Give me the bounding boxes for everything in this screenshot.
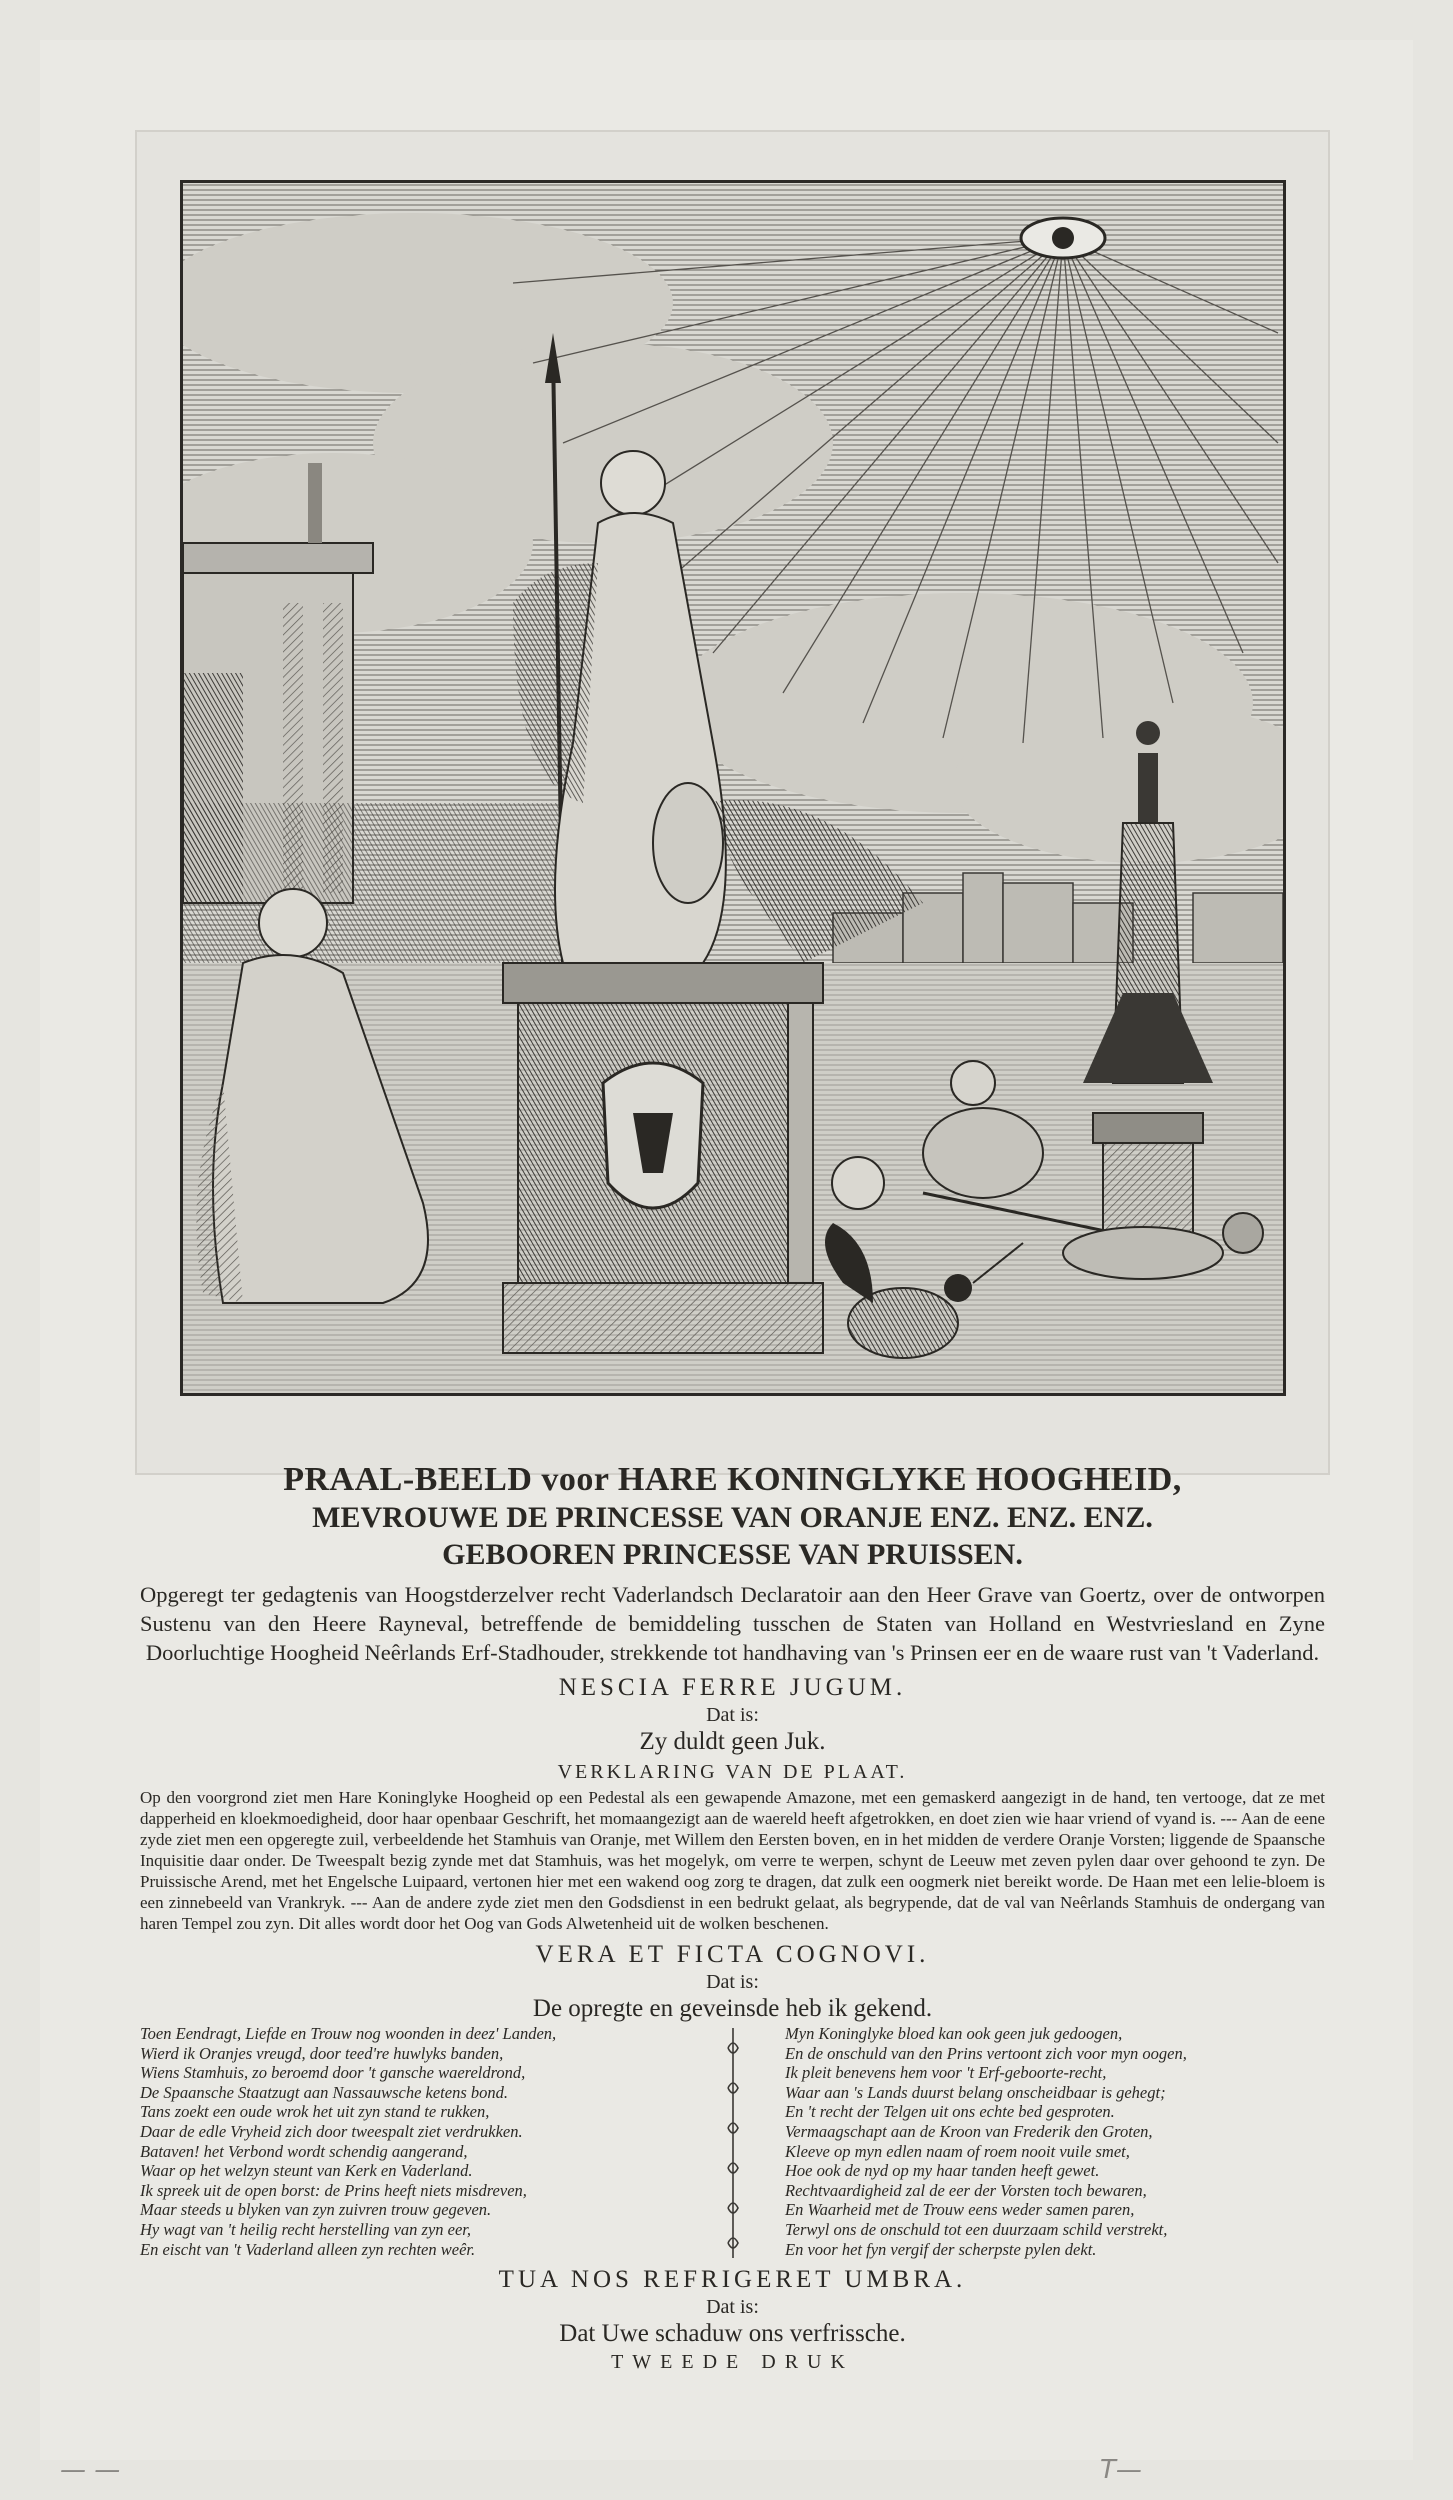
poem-line: En eischt van 't Vaderland alleen zyn rechten weêr. xyxy=(140,2239,476,2259)
explanation-heading: VERKLARING VAN DE PLAAT. xyxy=(557,1761,908,1783)
poem-line: En 't recht der Telgen uit ons echte bed gesproten. xyxy=(785,2102,1115,2122)
poem-line: En de onschuld van den Prins vertoont zich voor myn oogen, xyxy=(785,2043,1187,2063)
poem-line: Ik pleit benevens hem voor 't Erf-geboorte-recht, xyxy=(785,2063,1107,2083)
poem-line: De Spaansche Staatzugt aan Nassauwsche ketens bond. xyxy=(140,2082,509,2102)
explanation-text: Op den voorgrond ziet men Hare Koninglyke Hoogheid op een Pedestal als een gewapende Amazone, met een gemaskerd aangezigt in de hand, ten vertooge, dat ze met dapperheid en kloekmoedigheid, door haar openbaar Geschrift, het momaangezigt aan de waereld heeft afgetrokken, en doet zien wie haar vriend of vyand is. --- Aan de eene zyde ziet men een opgeregte zuil, verbeeldende het Stamhuis van Oranje, met Willem den Eersten boven, en in het midden de verdere Oranje Vorsten; liggende de Spaansche Inquisitie daar onder. De Tweespalt bezig zynde met dat Stamhuis, was het mogelyk, om verre te werpen, schynt de Leeuw met zeven pylen daar over gehoond te zyn. De Pruissische Arend, met het Engelsche Luipaard, vertonen hier met een wakend oog zorg te dragen, dat zulk een oogmerk niet bereikt worde. De Haan met een lelie-bloem is een zinnebeeld van Vrankryk. --- Aan de andere zyde ziet men den Godsdienst in een bedrukt gelaat, als begrypende, dat de val van Neêrlands Stamhuis de ondergang van haren Tempel zou zyn. Dit alles wordt door het Oog van Gods Alwetenheid uit de wolken beschenen. xyxy=(140,1788,1325,1933)
engraving-image xyxy=(180,180,1286,1396)
engraving-svg xyxy=(183,183,1283,1393)
motto-translation-1: Zy duldt geen Juk. xyxy=(639,1728,826,1755)
title-line-2: MEVROUWE DE PRINCESSE VAN ORANJE ENZ. ENZ. ENZ. xyxy=(312,1501,1153,1534)
poem-line: Wierd ik Oranjes vreugd, door teed're huwlyks banden, xyxy=(140,2043,504,2063)
motto-dat-is-3: Dat is: xyxy=(706,2296,759,2319)
motto-dat-is-1: Dat is: xyxy=(706,1704,759,1726)
title-line-3: GEBOOREN PRINCESSE VAN PRUISSEN. xyxy=(442,1538,1023,1571)
poem-line: En Waarheid met de Trouw eens weder samen paren, xyxy=(785,2200,1135,2220)
poem-line: Bataven! het Verbond wordt schendig aangerand, xyxy=(140,2141,468,2161)
poem-line: Myn Koninglyke bloed kan ook geen juk gedoogen, xyxy=(785,2024,1123,2043)
poem-line: Rechtvaardigheid zal de eer der Vorsten toch bewaren, xyxy=(785,2180,1147,2200)
poem-line: Maar steeds u blyken van zyn zuivren trouw gegeven. xyxy=(140,2200,492,2220)
poem-line: Hoe ook de nyd op my haar tanden heeft gewet. xyxy=(785,2161,1100,2181)
motto-latin-3: TUA NOS REFRIGERET UMBRA. xyxy=(498,2266,967,2294)
poem-line: Terwyl ons de onschuld tot een duurzaam schild verstrekt, xyxy=(785,2219,1168,2239)
poem-line: Daar de edle Vryheid zich door tweespalt ziet verdrukken. xyxy=(140,2121,523,2141)
poem-line: Ik spreek uit de open borst: de Prins heeft niets misdreven, xyxy=(140,2180,527,2200)
poem-line: Waar aan 's Lands duurst belang onscheidbaar is gehegt; xyxy=(785,2082,1166,2102)
margin-note-left: — — xyxy=(60,2455,121,2485)
motto-translation-3: Dat Uwe schaduw ons verfrissche. xyxy=(559,2320,906,2348)
edition-label: TWEEDE DRUK xyxy=(611,2351,854,2374)
poem-line: Hy wagt van 't heilig recht herstelling van zyn eer, xyxy=(140,2219,472,2239)
mask xyxy=(653,783,723,903)
poem-divider-ornament xyxy=(713,2024,753,2258)
hedge xyxy=(183,803,563,963)
poem-line: Toen Eendragt, Liefde en Trouw nog woonden in deez' Landen, xyxy=(140,2024,557,2043)
poem-line: Wiens Stamhuis, zo beroemd door 't gansche waereldrond, xyxy=(140,2063,526,2083)
poem-right-column xyxy=(785,2024,1325,2259)
poem-line: Waar op het welzyn steunt van Kerk en Vaderland. xyxy=(140,2161,473,2181)
cherub xyxy=(832,1157,884,1209)
margin-note-right: T— xyxy=(1100,2455,1142,2485)
poem xyxy=(140,2024,1325,2259)
motto-dat-is-2: Dat is: xyxy=(706,1971,759,1993)
motto-translation-2: De opregte en geveinsde heb ik gekend. xyxy=(532,1995,933,2022)
title-line-1: PRAAL-BEELD voor HARE KONINGLYKE HOOGHEID, xyxy=(283,1461,1182,1498)
motto-latin-1: NESCIA FERRE JUGUM. xyxy=(558,1674,907,1701)
dedication-text: Opgeregt ter gedagtenis van Hoogstderzelver recht Vaderlandsch Declaratoir aan den Heer Grave van Goertz, over de ontworpen Sustenu van den Heere Rayneval, betreffende de bemiddeling tusschen de Staten van Holland en Westvriesland en Zyne Doorluchtige Hoogheid Neêrlands Erf-Stadhouder, strekkende tot handhaving van 's Prinsen eer en de waare rust van 't Vaderland. xyxy=(140,1582,1325,1665)
poem-line: Vermaagschapt aan de Kroon van Frederik den Groten, xyxy=(785,2121,1153,2141)
poem-line: En voor het fyn vergif der scherpste pylen dekt. xyxy=(785,2239,1097,2259)
motto-latin-2: VERA ET FICTA COGNOVI. xyxy=(535,1941,930,1968)
eye-of-providence xyxy=(1021,218,1105,258)
poem-left-column xyxy=(140,2024,680,2259)
poem-line: Tans zoekt een oude wrok het uit zyn stand te rukken, xyxy=(140,2102,490,2122)
pedestal xyxy=(503,963,823,1353)
poem-line: Kleeve op myn edlen naam of roem nooit vuile smet, xyxy=(785,2141,1130,2161)
caption-block xyxy=(140,1460,1325,2375)
